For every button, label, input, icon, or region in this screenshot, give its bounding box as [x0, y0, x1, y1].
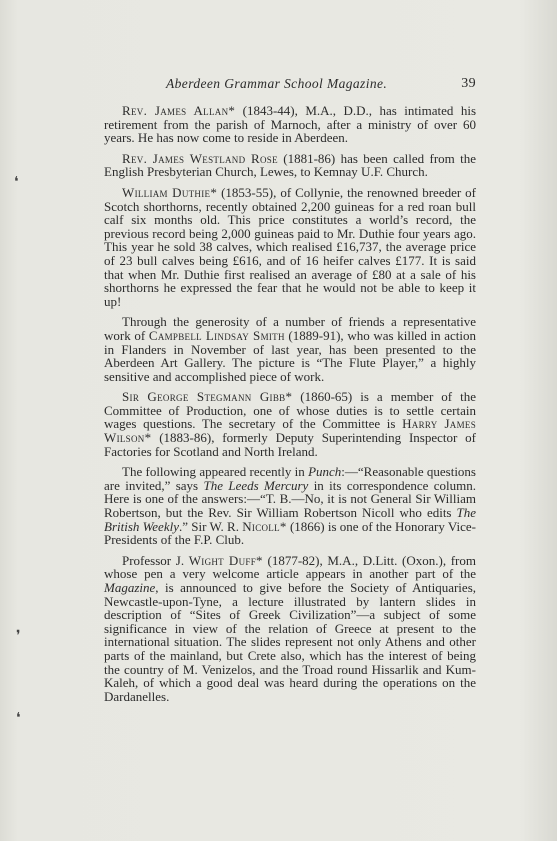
paragraph-text: Professor J.	[122, 552, 189, 568]
person-name: Wight Duff*	[188, 552, 263, 568]
publication-title: Punch	[308, 464, 342, 480]
paragraph-punch	[104, 465, 476, 547]
paragraph-text: .” Sir W. R.	[178, 518, 243, 534]
running-head	[104, 76, 476, 94]
person-name: William Duthie*	[122, 184, 218, 200]
paragraph-text: Through the generosity of a number of friends a representative work of	[104, 314, 476, 343]
paragraph-text: (1853-55), of Collynie, the renowned breeder of Scotch shorthorns, recently obtained 2,200 guineas for a red roan bull calf six months old. This price constitutes a world’s record, the previous record being 2,000 guineas paid to Mr. Duthie four years ago. This year he sold 38 calves, which realised £16,737, the average price of 23 bull calves being £616, and of 16 heifer calves £177. It is said that when Mr. Duthie first realised an average of £80 at a sale of his shorthorns he expressed the fear that he would not be able to keep it up!	[104, 184, 477, 309]
person-name: Harry James Wilson*	[104, 416, 477, 446]
paragraph-text: :—“Reasonable questions are invited,” says	[104, 464, 476, 493]
paragraph-text: (1843-44), M.A., D.D., has intimated his retirement from the parish of Marnoch, after a ministry of over 60 years. He has now come to reside in Aberdeen.	[104, 103, 476, 146]
paragraph-smith	[104, 315, 476, 383]
person-name: Rev. James Westland Rose	[122, 150, 278, 166]
paragraph-gibb	[104, 390, 476, 458]
paragraph-allan	[104, 104, 476, 145]
paragraph-text: (1860-65) is a member of the Committee of Production, one of whose duties is to settle certain wages questions. The secretary of the Committee is	[104, 389, 477, 432]
running-title: Aberdeen Grammar School Magazine.	[166, 76, 388, 91]
person-name: Sir George Stegmann Gibb*	[122, 389, 293, 405]
paragraph-rose	[104, 152, 476, 179]
paragraph-text: (1883-86), formerly Deputy Superintending Inspector of Factories for Scotland and North Ireland.	[104, 430, 476, 459]
person-name: Rev. James Allan*	[122, 103, 236, 118]
paragraph-duff	[104, 554, 476, 704]
publication-title: Magazine	[104, 580, 156, 595]
paragraph-text: (1866) is one of the Honorary Vice-Presidents of the F.P. Club.	[104, 518, 476, 548]
paragraph-text: (1881-86) has been called from the English Presbyterian Church, Lewes, to Kemnay U.F. Church.	[104, 150, 477, 180]
paragraph-duthie	[104, 186, 476, 308]
publication-title: The British Weekly	[104, 505, 476, 534]
page-number: 39	[461, 76, 476, 91]
person-name: Campbell Lindsay Smith	[148, 327, 285, 343]
paragraph-text: , is announced to give before the Society of Antiquaries, Newcastle-upon-Tyne, a lecture illustrated by lantern slides in description of “Sites of Greek Civilization”—a subject of some significance in view of the relation of Greece at present to the international situation. The slides represent not only Athens and other parts of the mainland, but Crete also, which has the interest of being the country of M. Venizelos, and the Troad round Hissarlik and Kum-Kaleh, of which a good deal was heard during the operations on the Dardanelles.	[104, 580, 476, 704]
paragraph-text: (1889-91), who was killed in action in Flanders in November of last year, has been presented to the Aberdeen Art Gallery. The picture is “The Flute Player,” a highly sensitive and accomplished piece of work.	[104, 327, 477, 384]
margin-mark: ❛	[16, 711, 21, 726]
person-name: Nicoll*	[242, 518, 287, 534]
publication-title: The Leeds Mercury	[203, 477, 309, 493]
margin-mark: ❛	[14, 175, 19, 190]
paragraph-text: (1877-82), M.A., D.Litt. (Oxon.), from whose pen a very welcome article appears in another part of the	[104, 552, 477, 582]
paragraph-text: The following appeared recently in	[122, 464, 309, 480]
margin-mark: ❜	[16, 629, 21, 644]
article-text	[104, 104, 476, 710]
paragraph-text: in its correspondence column. Here is one of the answers:—“T. B.—No, it is not General Sir William Robertson, but the Rev. Sir William Robertson Nicoll who edits	[104, 477, 476, 521]
